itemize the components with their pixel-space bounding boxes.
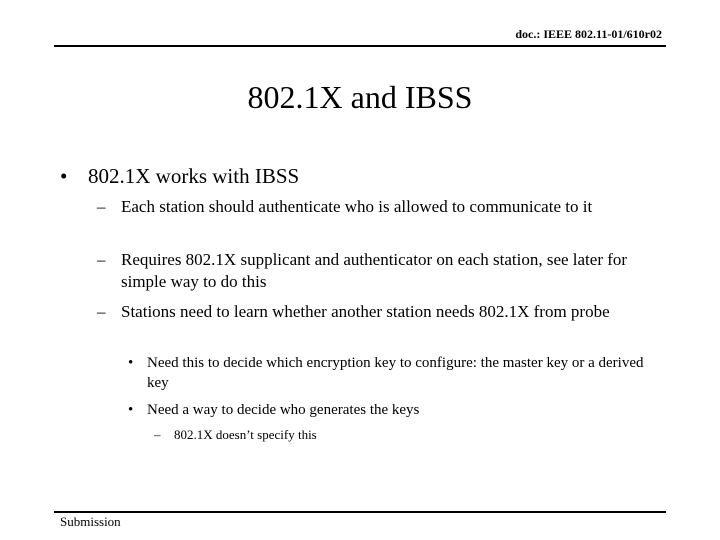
sub-bullet-authenticate [97, 196, 667, 218]
footer-submission-label: Submission [60, 514, 121, 529]
sub-bullet-text: Stations need to learn whether another station needs 802.1X from probe [121, 302, 610, 321]
dash-marker: – [97, 250, 106, 269]
third-level-bullet-text: Need a way to decide who generates the keys [147, 402, 420, 418]
main-bullet [60, 163, 299, 189]
dash-marker: – [154, 427, 161, 442]
main-bullet-text: 802.1X works with IBSS [88, 164, 300, 188]
dot-marker: • [128, 355, 134, 371]
fourth-level-bullet-text: 802.1X doesn’t specify this [174, 427, 317, 442]
third-level-bullet-generates-keys [128, 400, 668, 420]
third-level-bullet-text: Need this to decide which encryption key to configure: the master key or a derived key [147, 355, 644, 391]
sub-bullet-probe [97, 301, 667, 323]
sub-bullet-supplicant [97, 249, 667, 293]
footer-divider [54, 511, 666, 513]
third-level-bullet-encryption-key [128, 353, 668, 393]
header-divider [54, 45, 666, 47]
dash-marker: – [97, 197, 106, 216]
dot-marker: • [128, 402, 134, 418]
fourth-level-bullet [154, 426, 317, 444]
sub-bullet-text: Requires 802.1X supplicant and authenticator on each station, see later for simple way to do this [121, 250, 628, 291]
slide-title: 802.1X and IBSS [247, 79, 473, 115]
bullet-marker: • [60, 164, 68, 188]
dash-marker: – [97, 302, 106, 321]
document-id: doc.: IEEE 802.11-01/610r02 [515, 27, 662, 41]
sub-bullet-text: Each station should authenticate who is allowed to communicate to it [121, 197, 593, 216]
